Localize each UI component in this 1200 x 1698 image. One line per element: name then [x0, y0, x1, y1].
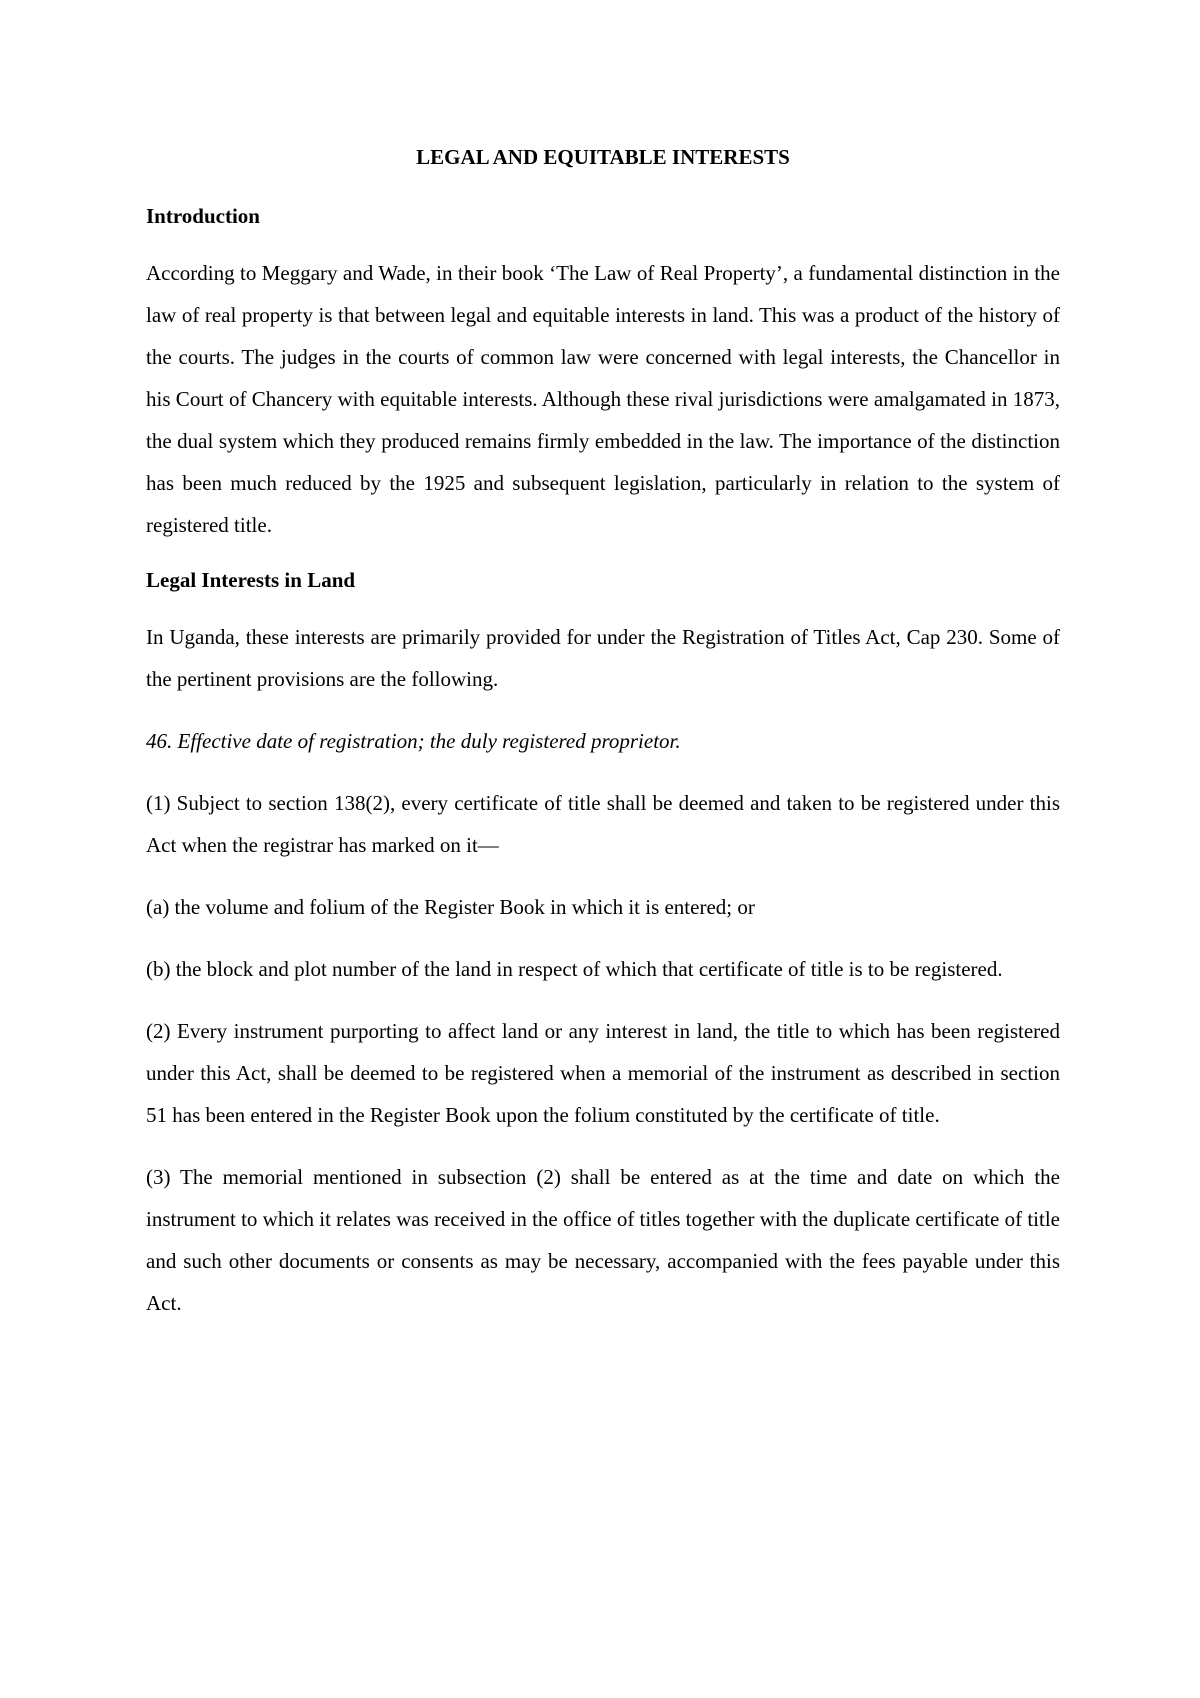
subsection-1: (1) Subject to section 138(2), every certificate of title shall be deemed and taken to be registered under this Act when the registrar has marked on it— [146, 791, 1060, 857]
clause-a: (a) the volume and folium of the Register Book in which it is entered; or [146, 895, 755, 919]
uganda-paragraph: In Uganda, these interests are primarily provided for under the Registration of Titles Act, Cap 230. Some of the pertinent provisions are the following. [146, 625, 1060, 691]
intro-paragraph: According to Meggary and Wade, in their book ‘The Law of Real Property’, a fundamental distinction in the law of real property is that between legal and equitable interests in land. This was a product of the history of the courts. The judges in the courts of common law were concerned with legal interests, the Chancellor in his Court of Chancery with equitable interests. Although these rival jurisdictions were amalgamated in 1873, the dual system which they produced remains firmly embedded in the law. The importance of the distinction has been much reduced by the 1925 and subsequent legislation, particularly in relation to the system of registered title. [146, 261, 1060, 537]
section-heading-legal-interests: Legal Interests in Land [146, 568, 356, 592]
subsection-2: (2) Every instrument purporting to affect land or any interest in land, the title to which has been registered under this Act, shall be deemed to be registered when a memorial of the instrument as described in section 51 has been entered in the Register Book upon the folium constituted by the certificate of title. [146, 1019, 1060, 1127]
subsection-3: (3) The memorial mentioned in subsection (2) shall be entered as at the time and date on which the instrument to which it relates was received in the office of titles together with the duplicate certificate of title and such other documents or consents as may be necessary, accompanied with the fees payable under this Act. [146, 1165, 1060, 1315]
section-heading-introduction: Introduction [146, 204, 260, 228]
clause-b: (b) the block and plot number of the land in respect of which that certificate of title is to be registered. [146, 957, 1003, 981]
document-title: LEGAL AND EQUITABLE INTERESTS [416, 145, 790, 169]
document-page [146, 143, 1060, 1344]
section-46-heading: 46. Effective date of registration; the duly registered proprietor. [146, 729, 681, 753]
